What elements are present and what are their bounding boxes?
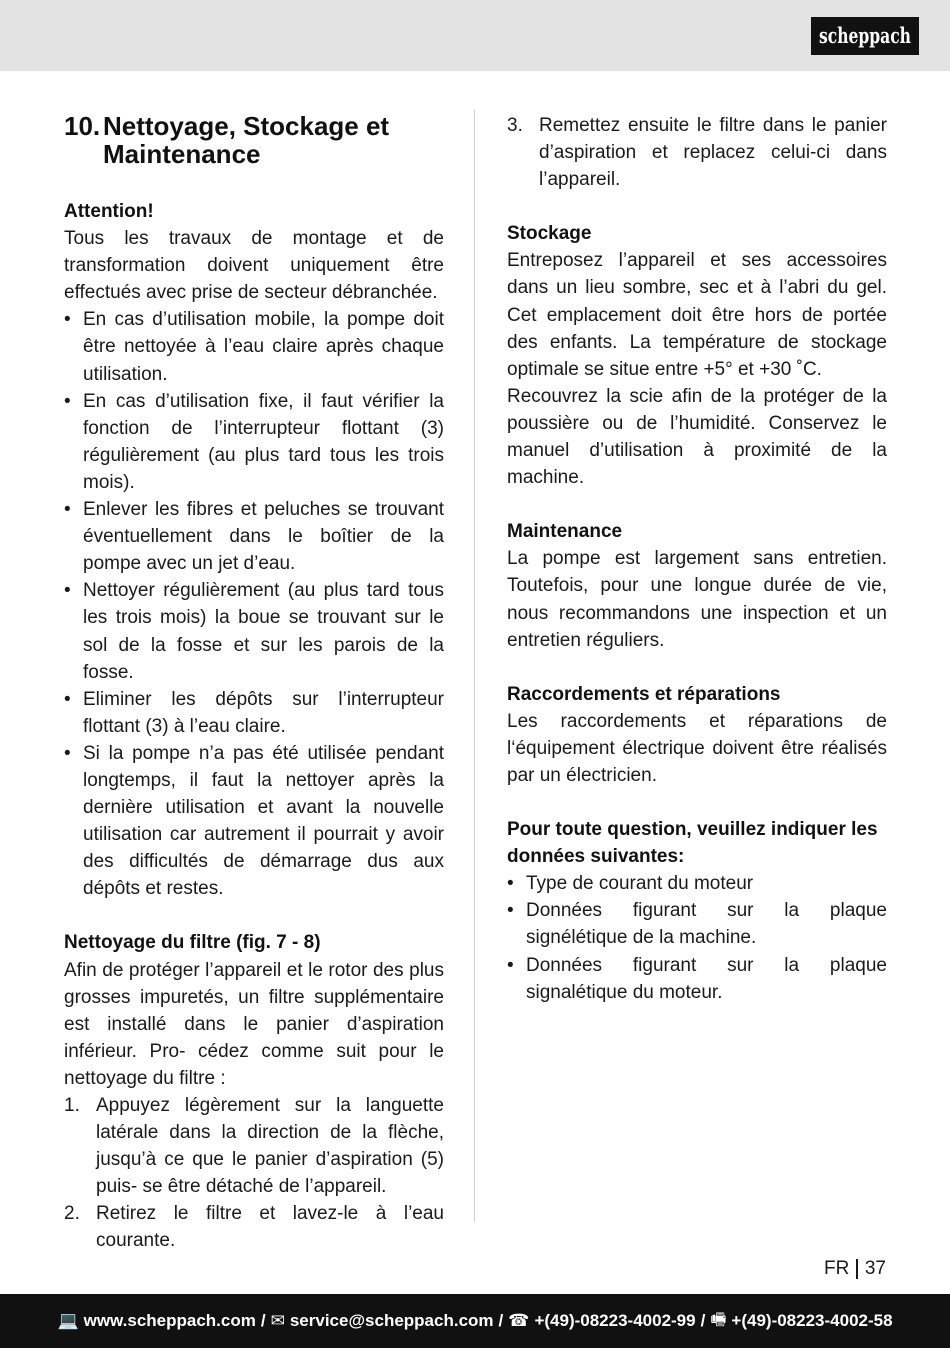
filter-steps-list — [64, 1092, 444, 1255]
storage-heading: Stockage — [507, 223, 592, 245]
email-icon: ✉ — [270, 1311, 285, 1330]
computer-icon: 💻 — [57, 1311, 79, 1330]
step-item: 3. Remettez ensuite le filtre dans le panier d’aspiration et replacez celui-ci dans l’appareil. — [507, 112, 887, 193]
step-number: 3. — [507, 115, 523, 136]
question-bullet-list — [507, 870, 887, 1005]
svg-text:scheppach: scheppach — [819, 23, 911, 48]
bullet-icon: • — [507, 900, 514, 922]
left-column — [64, 112, 444, 1255]
repairs-text: Les raccordements et réparations de l‘équipement électrique doivent être réalisés par un électricien. — [507, 710, 887, 786]
list-item: • Données figurant sur la plaque signalétique du moteur. — [507, 952, 887, 1006]
page-number — [824, 1257, 886, 1281]
step-item: 1. Appuyez légèrement sur la languette latérale dans la direction de la flèche, jusqu’à ce que le panier d’aspiration (5) puis- se être détaché de l’appareil. — [64, 1092, 444, 1200]
storage-text: Entreposez l’appareil et ses accessoires dans un lieu sombre, sec et à l’abri du gel. Cet emplacement doit être hors de portée des enfants. La température de stockage optimale se situe entre +5° et +30 ˚C. — [507, 250, 887, 380]
bullet-icon: • — [507, 873, 514, 895]
footer-email[interactable]: service@scheppach.com — [289, 1311, 494, 1330]
column-divider — [474, 110, 475, 1222]
step-number: 1. — [64, 1095, 80, 1116]
scheppach-logo — [811, 17, 919, 55]
page-number-separator — [856, 1259, 858, 1279]
logo-wordmark — [817, 21, 913, 51]
attention-heading: Attention! — [64, 201, 154, 222]
bullet-icon: • — [64, 390, 71, 412]
fax-icon: 🖷 — [710, 1309, 727, 1329]
bullet-icon: • — [64, 742, 71, 764]
question-heading: Pour toute question, veuillez indiquer les données suivantes: — [507, 819, 878, 868]
list-item: • Données figurant sur la plaque signélétique de la machine. — [507, 897, 887, 951]
section-number: 10. — [64, 111, 101, 141]
storage-text-2: Recouvrez la scie afin de la protéger de la poussière ou de l’humidité. Conservez le manuel d’utilisation à proximité de la machine. — [507, 385, 887, 489]
bullet-icon: • — [64, 580, 71, 602]
cleaning-bullet-list — [64, 306, 444, 902]
footer-website[interactable]: www.scheppach.com — [83, 1311, 256, 1330]
section-title — [64, 112, 444, 168]
bullet-icon: • — [507, 954, 514, 976]
list-item: • Nettoyer régulièrement (au plus tard tous les trois mois) la boue se trouvant sur le sol de la fosse et sur les parois de la fosse. — [64, 577, 444, 685]
phone-icon: ☎ — [508, 1311, 530, 1330]
filter-steps-continued — [507, 112, 887, 193]
footer-phone: +(49)-08223-4002-99 — [534, 1311, 696, 1330]
footer-contact-bar: 💻 www.scheppach.com / ✉ service@scheppach.com / ☎ +(49)-08223-4002-99 / 🖷 +(49)-08223-4002-58 — [0, 1294, 950, 1348]
list-item: • Type de courant du moteur — [507, 870, 887, 897]
maintenance-text: La pompe est largement sans entretien. Toutefois, pour une longue durée de vie, nous recommandons une inspection et un entretien réguliers. — [507, 548, 887, 651]
filter-text: Afin de protéger l’appareil et le rotor des plus grosses impuretés, un filtre supplémentaire est installé dans le panier d’aspiration inférieur. Pro- cédez comme suit pour le nettoyage du filtre : — [64, 959, 444, 1089]
attention-text: Tous les travaux de montage et de transformation doivent uniquement être effectués avec prise de secteur débranchée. — [64, 228, 444, 304]
list-item: • Eliminer les dépôts sur l’interrupteur flottant (3) à l’eau claire. — [64, 686, 444, 740]
footer-fax: +(49)-08223-4002-58 — [731, 1311, 893, 1330]
list-item: • En cas d’utilisation fixe, il faut vérifier la fonction de l’interrupteur flottant (3) régulièrement (au plus tard tous les trois mois). — [64, 388, 444, 496]
bullet-icon: • — [64, 499, 71, 521]
bullet-icon: • — [64, 309, 71, 331]
section-title-text: Nettoyage, Stockage et Maintenance — [103, 111, 390, 169]
page-language: FR — [824, 1258, 850, 1279]
list-item: • Enlever les fibres et peluches se trouvant éventuellement dans le boîtier de la pompe avec un jet d’eau. — [64, 496, 444, 577]
list-item: • Si la pompe n’a pas été utilisée pendant longtemps, il faut la nettoyer après la dernière utilisation et avant la nouvelle utilisation car autrement il pourrait y avoir des difficultés de démarrage dus aux dépôts et restes. — [64, 740, 444, 903]
repairs-heading: Raccordements et réparations — [507, 683, 781, 705]
maintenance-heading: Maintenance — [507, 521, 623, 543]
step-item: 2. Retirez le filtre et lavez-le à l’eau courante. — [64, 1200, 444, 1254]
list-item: • En cas d’utilisation mobile, la pompe doit être nettoyée à l’eau claire après chaque utilisation. — [64, 306, 444, 387]
right-column — [507, 112, 887, 1006]
filter-heading: Nettoyage du filtre (fig. 7 - 8) — [64, 932, 321, 954]
step-number: 2. — [64, 1203, 80, 1225]
bullet-icon: • — [64, 688, 71, 710]
page-number-value: 37 — [864, 1258, 886, 1279]
header-band — [0, 0, 950, 71]
